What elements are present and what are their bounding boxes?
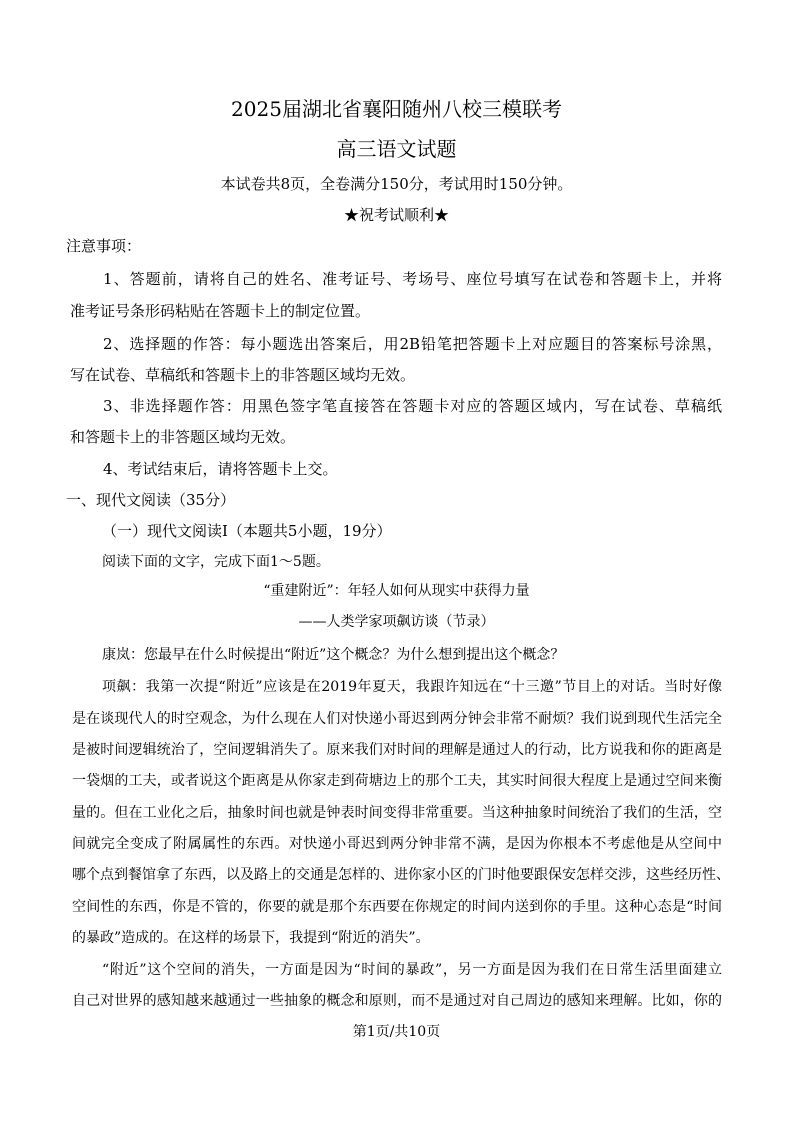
article-title: “重建附近”：年轻人如何从现实中获得力量 — [263, 583, 530, 599]
answer-1-line-5: 量的。但在工业化之后，抽象时间也就是钟表时间变得非常重要。当这种抽象时间统治了我们的生活，空 — [72, 805, 722, 821]
notice-item-3-line-1: 3、非选择题作答：用黑色签字笔直接答在答题卡对应的答题区域内，写在试卷、草稿纸 — [103, 397, 722, 415]
reading-instruction: 阅读下面的文字，完成下面1～5题。 — [102, 554, 330, 570]
exam-title: 2025届湖北省襄阳随州八校三模联考 — [231, 97, 562, 121]
answer-1-line-4: 一袋烟的工夫，或者说这个距离是从你家走到荷塘边上的那个工夫，其实时间很大程度上是通过空间来衡 — [72, 773, 722, 789]
answer-1-line-9: 的暴政”造成的。在这样的场景下，我提到“附近的消失”。 — [72, 930, 430, 946]
answer-1-line-8: 空间性的东西，你是不管的，你要的就是那个东西要在你规定的时间内送到你的手里。这种心态是“时间 — [72, 899, 722, 915]
answer-1-line-2: 是在谈现代人的时空观念，为什么现在人们对快递小哥迟到两分钟会非常不耐烦？我们说到现代生活完全 — [72, 711, 722, 727]
section-heading: 一、现代文阅读（35分） — [66, 491, 236, 509]
notice-item-1-line-1: 1、答题前，请将自己的姓名、准考证号、考场号、座位号填写在试卷和答题卡上，并将 — [103, 270, 722, 288]
answer-1-line-3: 是被时间逻辑统治了，空间逻辑消失了。原来我们对时间的理解是通过人的行动，比方说我和你的距离是 — [72, 742, 722, 758]
notice-item-4: 4、考试结束后，请将答题卡上交。 — [103, 460, 338, 478]
notice-heading: 注意事项： — [66, 237, 142, 255]
notice-item-2-line-2: 写在试卷、草稿纸和答题卡上的非答题区域均无效。 — [70, 366, 416, 384]
paragraph-2-line-2: 自己对世界的感知越来越通过一些抽象的概念和原则，而不是通过对自己周边的感知来理解。比如，你的 — [72, 993, 722, 1009]
exam-info: 本试卷共8页，全卷满分150分，考试用时150分钟。 — [220, 175, 573, 193]
blessing: ★祝考试顺利★ — [343, 206, 449, 224]
subject-title: 高三语文试题 — [336, 137, 457, 161]
subsection-heading: （一）现代文阅读Ⅰ（本题共5小题，19分） — [102, 522, 392, 540]
answer-1-line-1: 项飙：我第一次提“附近”应该是在2019年夏天，我跟许知远在“十三邀”节目上的对话。当时好像 — [102, 679, 722, 695]
page-number: 第1页/共10页 — [352, 1024, 441, 1040]
notice-item-2-line-1: 2、选择题的作答：每小题选出答案后，用2B铅笔把答题卡上对应题目的答案标号涂黑， — [103, 335, 722, 353]
answer-1-line-6: 间就完全变成了附属属性的东西。对快递小哥迟到两分钟非常不满，是因为你根本不考虑他是从空间中 — [72, 836, 722, 852]
article-subtitle: ——人类学家项飙访谈（节录） — [298, 614, 495, 630]
answer-1-line-7: 哪个点到餐馆拿了东西，以及路上的交通是怎样的、进你家小区的门时他要跟保安怎样交涉，这些经历性、 — [72, 867, 730, 883]
notice-item-1-line-2: 准考证号条形码粘贴在答题卡上的制定位置。 — [70, 302, 371, 320]
interview-question-1: 康岚：您最早在什么时候提出“附近”这个概念？为什么想到提出这个概念？ — [102, 647, 565, 663]
notice-item-3-line-2: 和答题卡上的非答题区域均无效。 — [70, 428, 296, 446]
paragraph-2-line-1: “附近”这个空间的消失，一方面是因为“时间的暴政”，另一方面是因为我们在日常生活里面建立 — [102, 962, 722, 978]
